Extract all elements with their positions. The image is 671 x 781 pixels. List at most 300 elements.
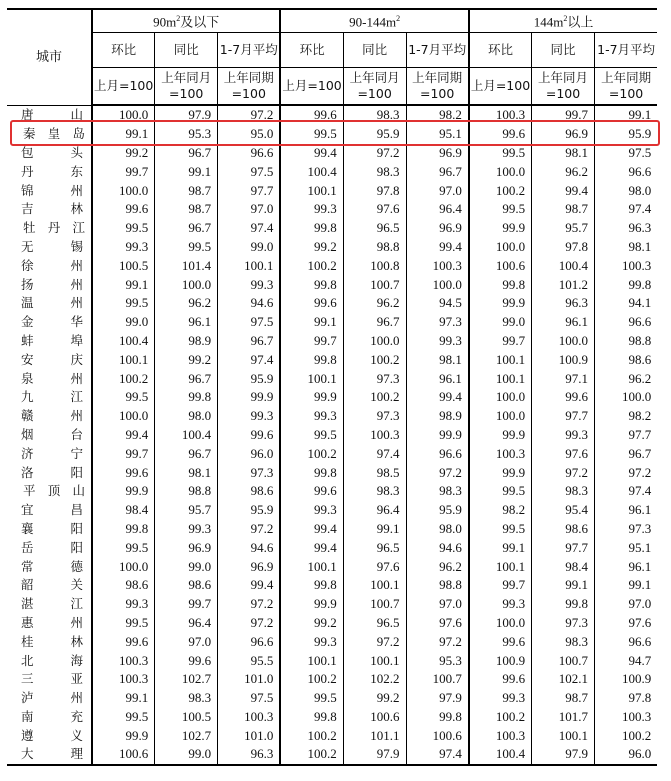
value-cell: 100.1 (280, 557, 343, 576)
value-cell: 99.2 (92, 144, 155, 163)
value-cell: 101.2 (532, 275, 595, 294)
city-name: 烟 台 (21, 426, 83, 442)
value-cell: 101.4 (155, 256, 218, 275)
subcolumn-header: 同比 (532, 33, 595, 68)
value-cell: 99.1 (594, 576, 657, 595)
value-cell: 99.9 (92, 726, 155, 745)
value-cell: 97.5 (594, 144, 657, 163)
table-row (7, 332, 657, 351)
value-cell: 100.2 (280, 444, 343, 463)
superscript: 2 (176, 14, 181, 24)
value-cell: 100.7 (343, 275, 406, 294)
value-cell: 100.9 (532, 350, 595, 369)
value-cell: 99.4 (280, 538, 343, 557)
value-cell: 100.6 (406, 726, 469, 745)
subcolumn-header: 环比 (280, 33, 343, 68)
group-label: 90-144m (349, 14, 397, 30)
price-index-table-container (7, 8, 657, 766)
city-name: 南 充 (21, 708, 83, 724)
value-cell: 94.6 (218, 294, 281, 313)
city-cell (7, 689, 92, 708)
city-name: 遵 义 (21, 727, 83, 743)
value-cell: 99.1 (92, 689, 155, 708)
value-cell: 100.4 (92, 332, 155, 351)
value-cell: 98.3 (343, 162, 406, 181)
value-cell: 97.0 (155, 632, 218, 651)
value-cell: 96.2 (155, 294, 218, 313)
value-cell: 97.6 (406, 614, 469, 633)
value-cell: 96.2 (406, 557, 469, 576)
table-header (7, 9, 657, 105)
value-cell: 98.9 (155, 332, 218, 351)
city-cell (7, 651, 92, 670)
value-cell: 100.2 (280, 726, 343, 745)
city-cell (7, 426, 92, 445)
value-cell: 99.6 (92, 463, 155, 482)
value-cell: 96.4 (406, 200, 469, 219)
value-cell: 95.9 (218, 369, 281, 388)
city-column-header: 城市 (7, 9, 92, 105)
value-cell: 97.2 (406, 463, 469, 482)
table-row (7, 520, 657, 539)
value-cell: 100.1 (280, 369, 343, 388)
table-row (7, 501, 657, 520)
value-cell: 100.3 (594, 256, 657, 275)
value-cell: 99.6 (280, 105, 343, 125)
value-cell: 95.1 (594, 538, 657, 557)
value-cell: 99.7 (469, 332, 532, 351)
value-cell: 98.9 (406, 407, 469, 426)
value-cell: 99.5 (469, 144, 532, 163)
table-row (7, 651, 657, 670)
city-cell (7, 726, 92, 745)
city-name: 韶 关 (21, 577, 83, 593)
value-cell: 98.6 (155, 576, 218, 595)
city-name: 牡 丹 江 (23, 220, 85, 236)
value-cell: 100.2 (469, 181, 532, 200)
group-header-90-144 (280, 9, 468, 33)
value-cell: 99.5 (92, 614, 155, 633)
value-cell: 99.4 (92, 426, 155, 445)
value-cell: 98.2 (469, 501, 532, 520)
city-name: 桂 林 (21, 633, 83, 649)
city-cell (7, 407, 92, 426)
value-cell: 100.6 (92, 745, 155, 765)
value-cell: 96.2 (532, 162, 595, 181)
value-cell: 97.2 (218, 595, 281, 614)
value-cell: 99.3 (280, 407, 343, 426)
value-cell: 98.6 (218, 482, 281, 501)
city-cell (7, 595, 92, 614)
value-cell: 97.7 (218, 181, 281, 200)
value-cell: 96.3 (218, 745, 281, 765)
value-cell: 100.9 (594, 670, 657, 689)
city-name: 徐 州 (21, 257, 83, 273)
table-row (7, 144, 657, 163)
value-cell: 99.5 (280, 125, 343, 144)
value-cell: 100.2 (280, 745, 343, 765)
value-cell: 99.9 (469, 294, 532, 313)
value-cell: 97.8 (343, 181, 406, 200)
value-cell: 97.3 (532, 614, 595, 633)
value-cell: 99.1 (92, 275, 155, 294)
value-cell: 96.3 (532, 294, 595, 313)
value-cell: 100.4 (155, 426, 218, 445)
value-cell: 99.5 (155, 238, 218, 257)
table-row (7, 708, 657, 727)
value-cell: 100.6 (343, 708, 406, 727)
city-cell (7, 294, 92, 313)
value-cell: 98.3 (532, 632, 595, 651)
city-cell (7, 162, 92, 181)
value-cell: 97.0 (594, 595, 657, 614)
value-cell: 98.3 (343, 482, 406, 501)
city-cell (7, 125, 92, 144)
value-cell: 97.0 (406, 595, 469, 614)
value-cell: 97.4 (406, 745, 469, 765)
city-name: 蚌 埠 (21, 332, 83, 348)
value-cell: 97.3 (218, 463, 281, 482)
value-cell: 100.1 (280, 181, 343, 200)
city-cell (7, 444, 92, 463)
value-cell: 96.7 (406, 162, 469, 181)
value-cell: 100.1 (469, 369, 532, 388)
table-row (7, 388, 657, 407)
city-name: 秦 皇 岛 (23, 126, 85, 142)
value-cell: 98.5 (343, 463, 406, 482)
value-cell: 97.7 (594, 426, 657, 445)
value-cell: 99.6 (280, 482, 343, 501)
value-cell: 97.3 (343, 407, 406, 426)
value-cell: 97.4 (594, 200, 657, 219)
value-cell: 95.4 (532, 501, 595, 520)
value-cell: 97.6 (594, 614, 657, 633)
value-cell: 99.3 (92, 238, 155, 257)
value-cell: 97.2 (218, 614, 281, 633)
value-cell: 97.6 (343, 557, 406, 576)
value-cell: 99.8 (532, 595, 595, 614)
city-name: 包 头 (21, 144, 83, 160)
city-cell (7, 463, 92, 482)
value-cell: 99.8 (469, 275, 532, 294)
value-cell: 100.2 (92, 369, 155, 388)
value-cell: 100.0 (92, 105, 155, 125)
value-cell: 95.5 (218, 651, 281, 670)
value-cell: 100.1 (343, 651, 406, 670)
table-row (7, 200, 657, 219)
value-cell: 99.3 (92, 595, 155, 614)
table-row (7, 407, 657, 426)
value-cell: 98.0 (155, 407, 218, 426)
table-row (7, 614, 657, 633)
value-cell: 96.2 (343, 294, 406, 313)
value-cell: 98.6 (532, 520, 595, 539)
value-cell: 98.2 (594, 407, 657, 426)
value-cell: 96.6 (406, 444, 469, 463)
value-cell: 97.3 (343, 369, 406, 388)
value-cell: 100.0 (469, 614, 532, 633)
value-cell: 99.7 (92, 444, 155, 463)
value-cell: 97.2 (406, 632, 469, 651)
value-cell: 96.7 (155, 369, 218, 388)
value-cell: 100.2 (280, 670, 343, 689)
group-label: 144m (533, 14, 564, 30)
city-name: 九 江 (21, 389, 83, 405)
city-name: 无 锡 (21, 238, 83, 254)
table-row (7, 632, 657, 651)
city-cell (7, 181, 92, 200)
value-cell: 100.2 (343, 388, 406, 407)
city-cell (7, 745, 92, 765)
value-cell: 100.0 (343, 332, 406, 351)
table-row (7, 444, 657, 463)
subcolumn-header: 同比 (155, 33, 218, 68)
value-cell: 96.1 (594, 501, 657, 520)
value-cell: 99.3 (532, 426, 595, 445)
value-cell: 96.1 (594, 557, 657, 576)
value-cell: 100.7 (343, 595, 406, 614)
value-cell: 99.6 (155, 651, 218, 670)
city-name: 泉 州 (21, 370, 83, 386)
value-cell: 99.4 (280, 520, 343, 539)
value-cell: 96.2 (594, 369, 657, 388)
value-cell: 99.1 (469, 538, 532, 557)
value-cell: 99.3 (280, 632, 343, 651)
value-cell: 96.1 (155, 313, 218, 332)
superscript: 2 (396, 14, 401, 24)
value-cell: 96.6 (594, 313, 657, 332)
base-period-header: 上年同月=100 (155, 68, 218, 106)
value-cell: 99.9 (406, 426, 469, 445)
value-cell: 99.8 (92, 520, 155, 539)
value-cell: 99.8 (594, 275, 657, 294)
value-cell: 99.8 (155, 388, 218, 407)
city-cell (7, 632, 92, 651)
value-cell: 100.2 (469, 708, 532, 727)
value-cell: 99.7 (155, 595, 218, 614)
value-cell: 100.0 (594, 388, 657, 407)
value-cell: 100.0 (532, 332, 595, 351)
value-cell: 100.8 (343, 256, 406, 275)
group-label-suffix: 及以下 (180, 14, 220, 30)
value-cell: 95.9 (594, 125, 657, 144)
city-name: 安 庆 (21, 351, 83, 367)
base-period-header: 上年同月=100 (343, 68, 406, 106)
value-cell: 98.7 (532, 689, 595, 708)
value-cell: 97.5 (218, 162, 281, 181)
city-cell (7, 369, 92, 388)
value-cell: 96.0 (594, 745, 657, 765)
value-cell: 100.3 (92, 670, 155, 689)
value-cell: 96.7 (343, 313, 406, 332)
city-name: 襄 阳 (21, 520, 83, 536)
table-row-highlighted (7, 125, 657, 144)
value-cell: 96.7 (218, 332, 281, 351)
city-cell (7, 520, 92, 539)
value-cell: 99.9 (469, 219, 532, 238)
value-cell: 102.7 (155, 670, 218, 689)
value-cell: 99.6 (469, 670, 532, 689)
value-cell: 99.5 (469, 200, 532, 219)
value-cell: 100.3 (343, 426, 406, 445)
city-cell (7, 614, 92, 633)
table-row (7, 689, 657, 708)
value-cell: 100.1 (92, 350, 155, 369)
value-cell: 97.2 (532, 463, 595, 482)
table-row (7, 181, 657, 200)
city-cell (7, 670, 92, 689)
city-cell (7, 219, 92, 238)
value-cell: 99.9 (469, 463, 532, 482)
value-cell: 99.9 (218, 388, 281, 407)
value-cell: 97.9 (406, 689, 469, 708)
value-cell: 100.1 (280, 651, 343, 670)
value-cell: 94.6 (406, 538, 469, 557)
value-cell: 96.6 (218, 632, 281, 651)
value-cell: 96.5 (343, 614, 406, 633)
table-row (7, 256, 657, 275)
subcolumn-header: 同比 (343, 33, 406, 68)
value-cell: 100.3 (218, 708, 281, 727)
value-cell: 100.7 (532, 651, 595, 670)
table-row (7, 219, 657, 238)
value-cell: 98.1 (532, 144, 595, 163)
value-cell: 95.7 (155, 501, 218, 520)
value-cell: 96.6 (594, 162, 657, 181)
value-cell: 95.9 (343, 125, 406, 144)
city-cell (7, 144, 92, 163)
city-name: 北 海 (21, 652, 83, 668)
table-row (7, 350, 657, 369)
value-cell: 99.6 (532, 388, 595, 407)
value-cell: 99.1 (280, 313, 343, 332)
value-cell: 99.0 (155, 557, 218, 576)
value-cell: 98.1 (155, 463, 218, 482)
value-cell: 97.8 (594, 689, 657, 708)
value-cell: 97.2 (218, 105, 281, 125)
city-name: 扬 州 (21, 276, 83, 292)
value-cell: 100.2 (594, 726, 657, 745)
value-cell: 99.5 (92, 388, 155, 407)
value-cell: 99.0 (218, 238, 281, 257)
value-cell: 97.2 (343, 144, 406, 163)
value-cell: 99.0 (92, 313, 155, 332)
value-cell: 100.1 (532, 726, 595, 745)
value-cell: 96.6 (594, 632, 657, 651)
value-cell: 96.7 (155, 444, 218, 463)
city-name: 唐 山 (21, 107, 83, 123)
city-cell (7, 388, 92, 407)
value-cell: 100.4 (532, 256, 595, 275)
value-cell: 99.8 (406, 708, 469, 727)
city-name: 吉 林 (21, 201, 83, 217)
value-cell: 97.9 (155, 105, 218, 125)
value-cell: 100.3 (406, 256, 469, 275)
value-cell: 99.3 (469, 689, 532, 708)
value-cell: 100.3 (469, 105, 532, 125)
table-row (7, 670, 657, 689)
city-name: 岳 阳 (21, 539, 83, 555)
value-cell: 99.3 (155, 520, 218, 539)
value-cell: 95.0 (218, 125, 281, 144)
value-cell: 96.1 (406, 369, 469, 388)
value-cell: 96.0 (218, 444, 281, 463)
value-cell: 97.7 (532, 538, 595, 557)
value-cell: 98.4 (532, 557, 595, 576)
group-header-under-90 (92, 9, 280, 33)
table-row (7, 105, 657, 125)
value-cell: 99.8 (280, 463, 343, 482)
value-cell: 94.6 (218, 538, 281, 557)
value-cell: 99.6 (92, 632, 155, 651)
city-name: 锦 州 (21, 182, 83, 198)
base-period-header: 上年同期=100 (406, 68, 469, 106)
subcolumn-header: 1-7月平均 (218, 33, 281, 68)
base-period-header: 上月=100 (92, 68, 155, 106)
value-cell: 100.0 (469, 407, 532, 426)
value-cell: 96.9 (406, 219, 469, 238)
value-cell: 96.9 (155, 538, 218, 557)
value-cell: 99.1 (155, 162, 218, 181)
value-cell: 98.4 (92, 501, 155, 520)
value-cell: 100.1 (469, 557, 532, 576)
table-row (7, 463, 657, 482)
value-cell: 99.3 (218, 275, 281, 294)
city-name: 金 华 (21, 314, 83, 330)
table-row (7, 557, 657, 576)
city-cell (7, 501, 92, 520)
value-cell: 100.5 (155, 708, 218, 727)
value-cell: 99.2 (155, 350, 218, 369)
value-cell: 99.2 (280, 614, 343, 633)
city-name: 丹 东 (21, 163, 83, 179)
value-cell: 97.5 (218, 313, 281, 332)
city-cell (7, 538, 92, 557)
value-cell: 97.3 (594, 520, 657, 539)
base-period-header: 上月=100 (280, 68, 343, 106)
value-cell: 99.1 (532, 576, 595, 595)
value-cell: 98.6 (92, 576, 155, 595)
value-cell: 100.3 (469, 726, 532, 745)
city-cell (7, 200, 92, 219)
city-name: 洛 阳 (21, 464, 83, 480)
value-cell: 95.3 (155, 125, 218, 144)
value-cell: 97.0 (406, 181, 469, 200)
value-cell: 99.8 (280, 576, 343, 595)
city-name: 平 顶 山 (23, 483, 85, 499)
city-name: 宜 昌 (21, 502, 83, 518)
subcolumn-header: 环比 (92, 33, 155, 68)
subcolumn-header: 1-7月平均 (594, 33, 657, 68)
value-cell: 97.7 (532, 407, 595, 426)
value-cell: 96.4 (343, 501, 406, 520)
value-cell: 99.4 (406, 238, 469, 257)
value-cell: 100.9 (469, 651, 532, 670)
value-cell: 100.1 (343, 576, 406, 595)
city-cell (7, 332, 92, 351)
value-cell: 99.9 (280, 388, 343, 407)
value-cell: 100.3 (594, 708, 657, 727)
city-cell (7, 105, 92, 125)
value-cell: 100.0 (406, 275, 469, 294)
value-cell: 94.1 (594, 294, 657, 313)
value-cell: 100.3 (92, 651, 155, 670)
value-cell: 98.3 (155, 689, 218, 708)
value-cell: 99.1 (92, 125, 155, 144)
value-cell: 99.3 (469, 595, 532, 614)
value-cell: 97.6 (343, 200, 406, 219)
value-cell: 101.0 (218, 670, 281, 689)
